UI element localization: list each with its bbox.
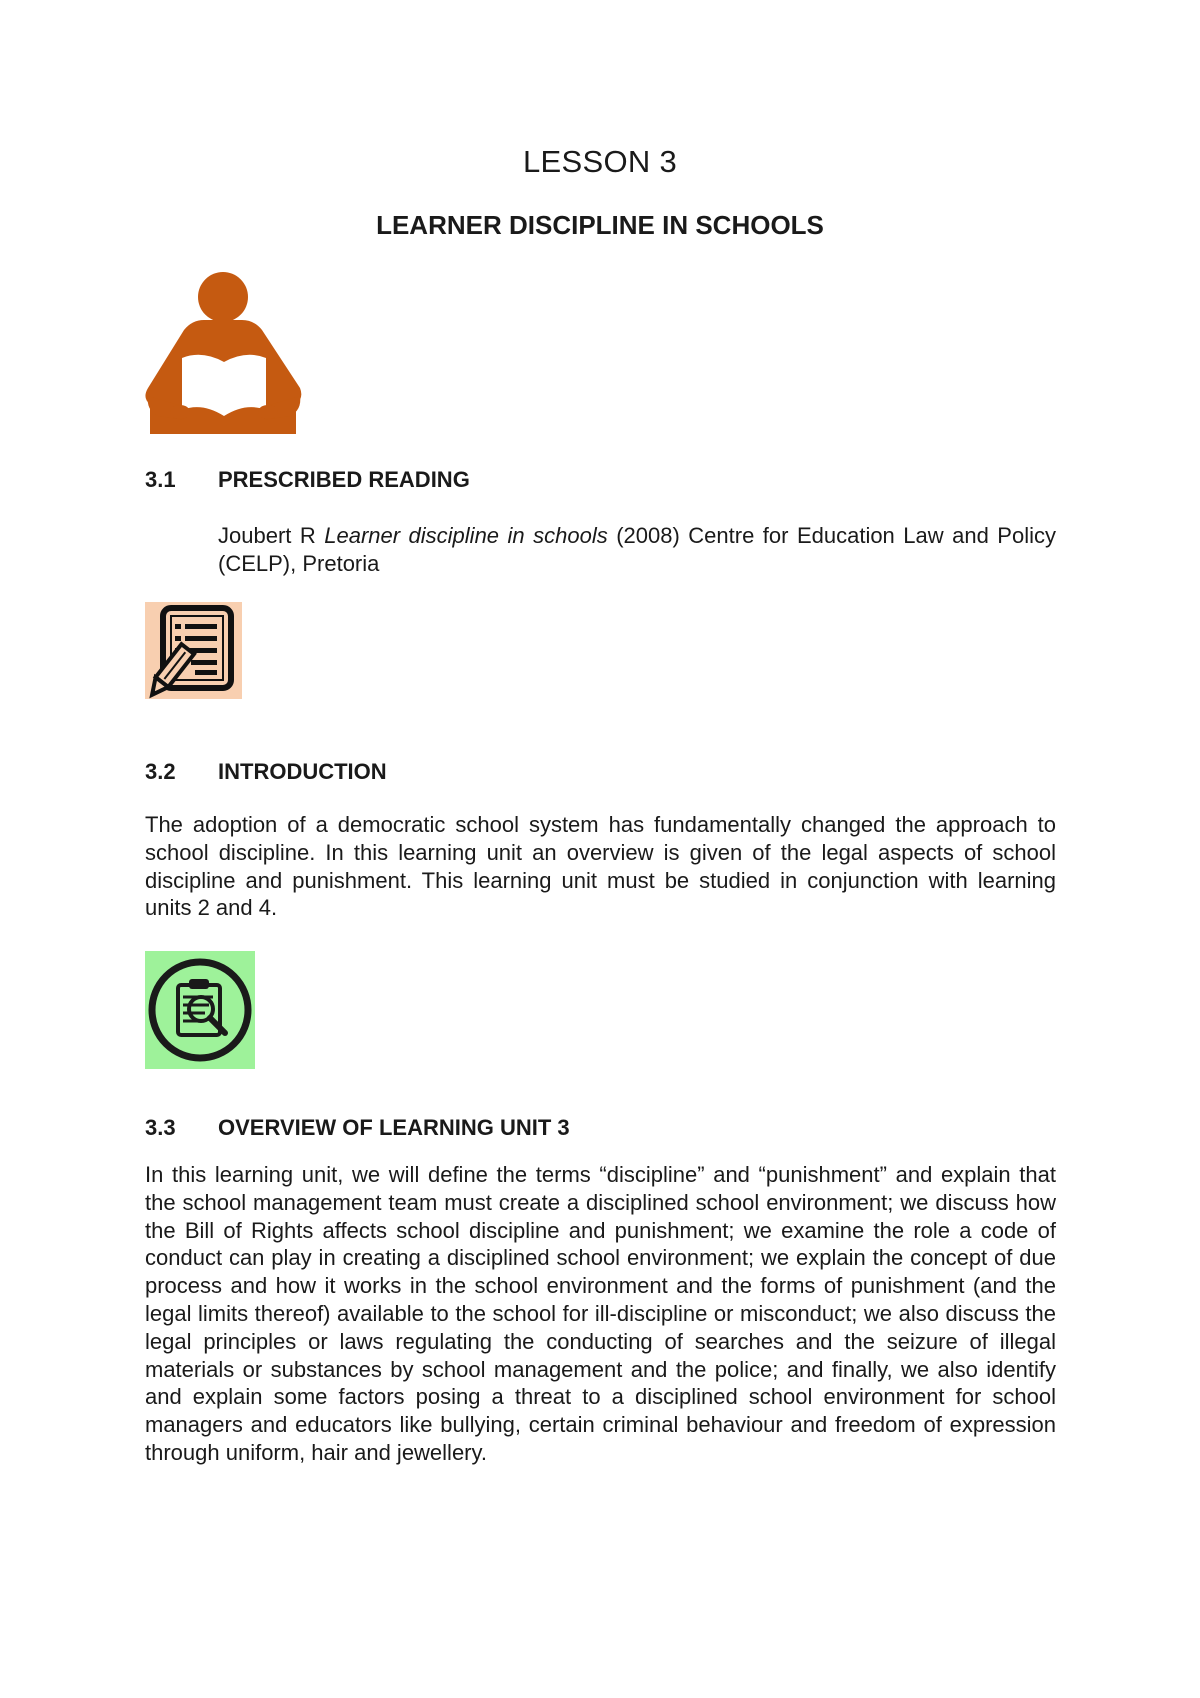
reading-person-icon xyxy=(144,270,304,434)
clipboard-magnifier-icon xyxy=(145,951,255,1069)
reference-publisher: (2008) Centre for Education Law and Policy (CELP), Pretoria xyxy=(218,523,1056,576)
section-heading-prescribed xyxy=(145,467,470,493)
lesson-subtitle: LEARNER DISCIPLINE IN SCHOOLS xyxy=(376,210,824,240)
section-title: OVERVIEW OF LEARNING UNIT 3 xyxy=(218,1115,570,1140)
section-title: PRESCRIBED READING xyxy=(218,467,470,492)
section-heading-introduction xyxy=(145,759,387,785)
reference-title: Learner discipline in schools xyxy=(324,523,608,548)
section-heading-overview xyxy=(145,1115,570,1141)
section-number: 3.1 xyxy=(145,467,176,492)
overview-paragraph: In this learning unit, we will define the terms “discipline” and “punishment” and explain that the school management team must create a disciplined school environment; we discuss how the Bill of Rights affects school discipline and punishment; we examine the role a code of conduct can play in creating a disciplined school environment; we explain the concept of due process and how it works in the school environment and the forms of punishment (and the legal limits thereof) available to the school for ill-discipline or misconduct; we also discuss the legal principles or laws regulating the conducting of searches and the seizure of illegal materials or substances by school management and the police; and finally, we also identify and explain some factors posing a threat to a disciplined school environment for school managers and educators like bullying, certain criminal behaviour and freedom of expression through uniform, hair and jewellery. xyxy=(145,1162,1056,1465)
section-number: 3.3 xyxy=(145,1115,176,1140)
reference-author: Joubert R xyxy=(218,523,325,548)
lesson-title: LESSON 3 xyxy=(522,144,678,179)
prescribed-reference xyxy=(218,522,1056,578)
section-title: INTRODUCTION xyxy=(218,759,387,784)
introduction-paragraph: The adoption of a democratic school system has fundamentally changed the approach to school discipline. In this learning unit an overview is given of the legal aspects of school discipline and punishment. This learning unit must be studied in conjunction with learning units 2 and 4. xyxy=(145,812,1056,921)
document-pencil-icon xyxy=(145,602,242,699)
section-number: 3.2 xyxy=(145,759,176,784)
